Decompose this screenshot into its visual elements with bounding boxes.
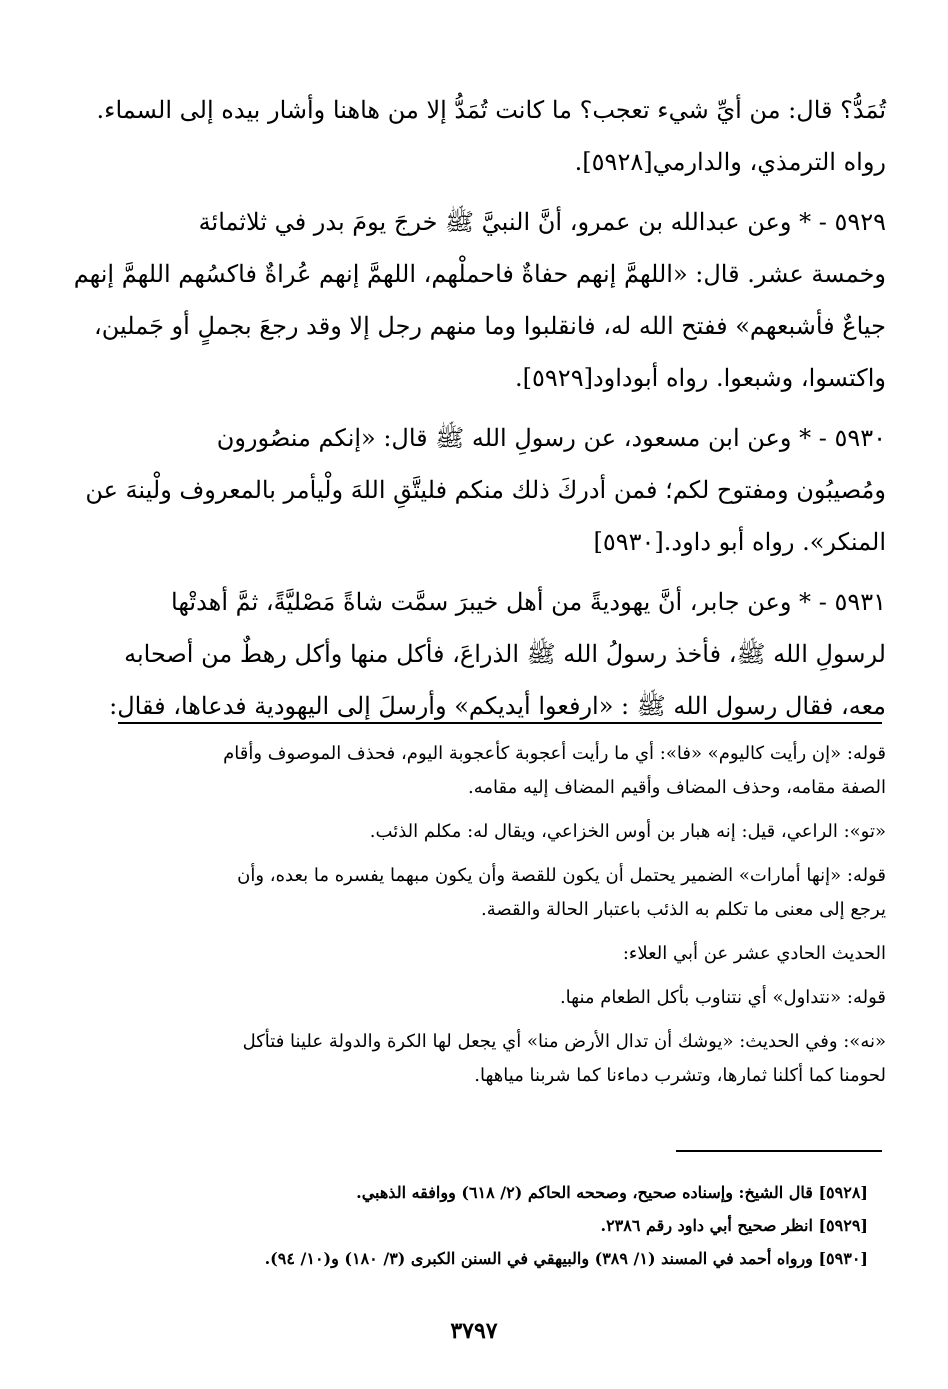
footnote-line: [٥٩٢٨] قال الشيخ: وإسناده صحيح، وصححه الحاكم (٢/ ٦١٨) ووافقه الذهبي. — [356, 1183, 868, 1202]
text-line: تُمَدُّ؟ قال: من أيِّ شيء تعجب؟ ما كانت تُمَدُّ إلا من هاهنا وأشار بيده إلى السماء. — [96, 96, 886, 124]
page-number: ٣٧٩٧ — [450, 1318, 498, 1344]
note-line: الحديث الحادي عشر عن أبي العلاء: — [622, 943, 886, 964]
footnote-line: [٥٩٣٠] ورواه أحمد في المسند (١/ ٣٨٩) والبيهقي في السنن الكبرى (٣/ ١٨٠) و(١٠/ ٩٤). — [264, 1249, 868, 1268]
main-text — [73, 84, 886, 732]
main-divider — [118, 722, 882, 724]
note-line: لحومنا كما أكلنا ثمارها، وتشرب دماءنا كما شربنا مياهها. — [474, 1065, 886, 1086]
text-line: ٥٩٣٠ - * وعن ابن مسعود، عن رسولِ الله ﷺ قال: «إنكم منصُورون — [216, 424, 886, 452]
note-line: يرجع إلى معنى ما تكلم به الذئب باعتبار الحالة والقصة. — [481, 899, 886, 920]
text-line: رواه الترمذي، والدارمي[٥٩٢٨]. — [574, 148, 886, 176]
footnote-divider — [676, 1150, 882, 1152]
note-line: قوله: «إن رأيت كاليوم» «فا»: أي ما رأيت أعجوبة كأعجوبة اليوم، فحذف الموصوف وأقام — [223, 743, 886, 764]
text-line: ومُصيبُون ومفتوح لكم؛ فمن أدركَ ذلك منكم فليتَّقِ اللهَ ولْيأمر بالمعروف ولْينهَ عن — [85, 476, 886, 504]
note-line: الصفة مقامه، وحذف المضاف وأقيم المضاف إليه مقامه. — [468, 777, 886, 798]
text-line: ٥٩٣١ - * وعن جابر، أنَّ يهوديةً من أهل خيبرَ سمَّت شاةً مَصْليَّةً، ثمَّ أهدتْها — [171, 588, 886, 616]
text-line: واكتسوا، وشبعوا. رواه أبوداود[٥٩٢٩]. — [515, 364, 886, 392]
note-line: «تو»: الراعي، قيل: إنه هبار بن أوس الخزاعي، ويقال له: مكلم الذئب. — [369, 821, 886, 842]
footnote-line: [٥٩٢٩] انظر صحيح أبي داود رقم ٢٣٨٦. — [600, 1216, 868, 1235]
text-line: لرسولِ الله ﷺ، فأخذ رسولُ الله ﷺ الذراعَ، فأكل منها وأكل رهطٌ من أصحابه — [124, 640, 886, 668]
note-line: «نه»: وفي الحديث: «يوشك أن تدال الأرض منا» أي يجعل لها الكرة والدولة علينا فتأكل — [242, 1031, 886, 1052]
text-line: المنكر». رواه أبو داود.[٥٩٣٠] — [593, 528, 886, 556]
footnotes — [110, 1176, 886, 1275]
text-line: معه، فقال رسول الله ﷺ : «ارفعوا أيديكم» وأرسلَ إلى اليهودية فدعاها، فقال: — [109, 692, 886, 720]
text-line: وخمسة عشر. قال: «اللهمَّ إنهم حفاةٌ فاحملْهم، اللهمَّ إنهم عُراةٌ فاكسُهم اللهمَّ إنهم — [73, 260, 886, 288]
note-line: قوله: «نتداول» أي نتناوب بأكل الطعام منها. — [559, 987, 886, 1008]
commentary — [110, 737, 886, 1093]
note-line: قوله: «إنها أمارات» الضمير يحتمل أن يكون للقصة وأن يكون مبهما يفسره ما بعده، وأن — [237, 865, 886, 886]
text-line: جياعٌ فأشبعهم» ففتح الله له، فانقلبوا وما منهم رجل إلا وقد رجعَ بجملٍ أو جَملين، — [94, 312, 886, 340]
text-line: ٥٩٢٩ - * وعن عبدالله بن عمرو، أنَّ النبيَّ ﷺ خرجَ يومَ بدر في ثلاثمائة — [198, 208, 886, 236]
